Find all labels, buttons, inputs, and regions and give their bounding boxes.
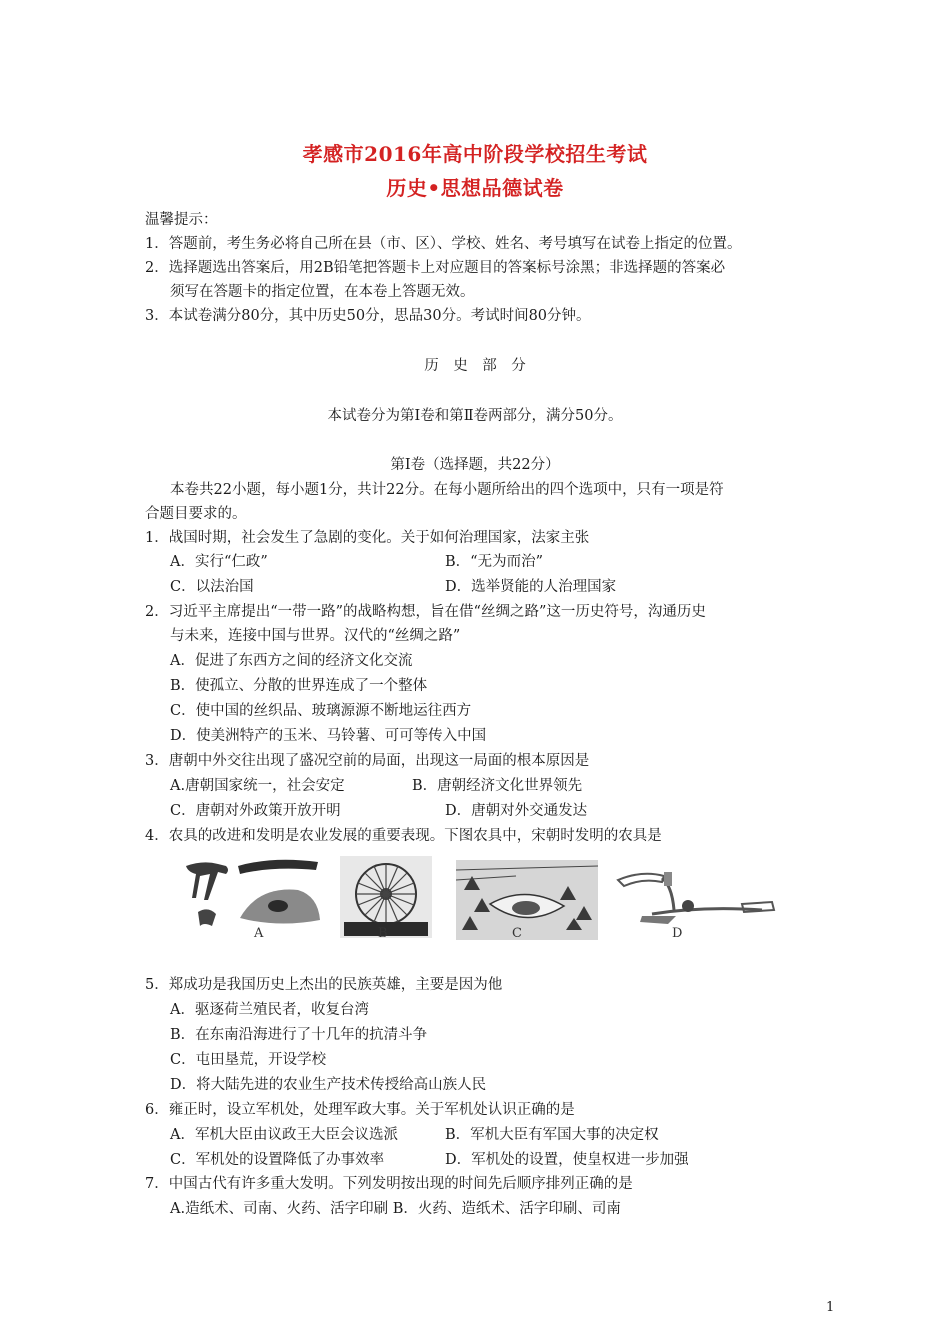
question-stem: 7．中国古代有许多重大发明。下列发明按出现的时间先后顺序排列正确的是 bbox=[145, 1176, 633, 1192]
question-stem: 2．习近平主席提出“一带一路”的战略构想，旨在借“丝绸之路”这一历史符号，沟通历史 bbox=[145, 604, 706, 620]
option: C．使中国的丝织品、玻璃源源不断地运往西方 bbox=[170, 703, 472, 719]
option: A．促进了东西方之间的经济文化交流 bbox=[170, 653, 413, 669]
part-title: 第Ⅰ卷（选择题，共22分） bbox=[390, 457, 560, 473]
option: A．实行“仁政” bbox=[170, 554, 268, 570]
option: A.造纸术、司南、火药、活字印刷 B．火药、造纸术、活字印刷、司南 bbox=[170, 1201, 621, 1217]
instructions: 合题目要求的。 bbox=[145, 506, 247, 522]
question-stem: 6．雍正时，设立军机处，处理军政大事。关于军机处认识正确的是 bbox=[145, 1102, 575, 1118]
option: D．选举贤能的人治理国家 bbox=[445, 579, 617, 595]
option: D．唐朝对外交通发达 bbox=[445, 803, 588, 819]
option: D．将大陆先进的农业生产技术传授给高山族人民 bbox=[170, 1077, 487, 1093]
option: A.唐朝国家统一，社会安定 bbox=[170, 778, 345, 794]
option: B．在东南沿海进行了十几年的抗清斗争 bbox=[170, 1027, 428, 1043]
option: B．使孤立、分散的世界连成了一个整体 bbox=[170, 678, 428, 694]
exam-subtitle: 历史•思想品德试卷 bbox=[386, 176, 564, 200]
tip-item: 3．本试卷满分80分，其中历史50分，思品30分。考试时间80分钟。 bbox=[145, 308, 591, 324]
option: A．驱逐荷兰殖民者，收复台湾 bbox=[170, 1002, 369, 1018]
instructions: 本卷共22小题，每小题1分，共计22分。在每小题所给出的四个选项中，只有一项是符 bbox=[170, 482, 724, 498]
tip-item: 1．答题前，考生务必将自己所在县（市、区）、学校、姓名、考号填写在试卷上指定的位置。 bbox=[145, 236, 742, 252]
option: C．屯田垦荒，开设学校 bbox=[170, 1052, 327, 1068]
section-title: 历 史 部 分 bbox=[424, 358, 526, 374]
page-number: 1 bbox=[826, 1300, 835, 1315]
question-stem: 5．郑成功是我国历史上杰出的民族英雄，主要是因为他 bbox=[145, 977, 503, 993]
option: B．军机大臣有军国大事的决定权 bbox=[445, 1127, 659, 1143]
question-stem: 3．唐朝中外交往出现了盛况空前的局面，出现这一局面的根本原因是 bbox=[145, 753, 590, 769]
question-stem: 1．战国时期，社会发生了急剧的变化。关于如何治理国家，法家主张 bbox=[145, 530, 590, 546]
farm-tool-image-a bbox=[178, 856, 328, 936]
option: D．军机处的设置，使皇权进一步加强 bbox=[445, 1152, 689, 1168]
option: C．以法治国 bbox=[170, 579, 254, 595]
image-label-c: C bbox=[512, 926, 522, 941]
exam-title: 孝感市2016年高中阶段学校招生考试 bbox=[302, 142, 648, 166]
tip-item: 须写在答题卡的指定位置，在本卷上答题无效。 bbox=[170, 284, 475, 300]
option: C．唐朝对外政策开放开明 bbox=[170, 803, 341, 819]
section-note: 本试卷分为第Ⅰ卷和第Ⅱ卷两部分，满分50分。 bbox=[327, 408, 623, 424]
question-stem: 4．农具的改进和发明是农业发展的重要表现。下图农具中，宋朝时发明的农具是 bbox=[145, 828, 662, 844]
option: D．使美洲特产的玉米、马铃薯、可可等传入中国 bbox=[170, 728, 487, 744]
option: B．唐朝经济文化世界领先 bbox=[412, 778, 583, 794]
option: B．“无为而治” bbox=[445, 554, 543, 570]
image-label-d: D bbox=[672, 926, 683, 941]
question-stem: 与未来，连接中国与世界。汉代的“丝绸之路” bbox=[170, 628, 461, 644]
farm-tool-image-c bbox=[456, 860, 598, 940]
tips-heading: 温馨提示： bbox=[145, 212, 218, 228]
tip-item: 2．选择题选出答案后，用2B铅笔把答题卡上对应题目的答案标号涂黑；非选择题的答案必 bbox=[145, 260, 726, 276]
option: A．军机大臣由议政王大臣会议选派 bbox=[170, 1127, 398, 1143]
image-label-b: B bbox=[378, 926, 388, 941]
option: C．军机处的设置降低了办事效率 bbox=[170, 1152, 385, 1168]
image-label-a: A bbox=[254, 926, 264, 941]
farm-tool-image-d bbox=[612, 866, 782, 936]
